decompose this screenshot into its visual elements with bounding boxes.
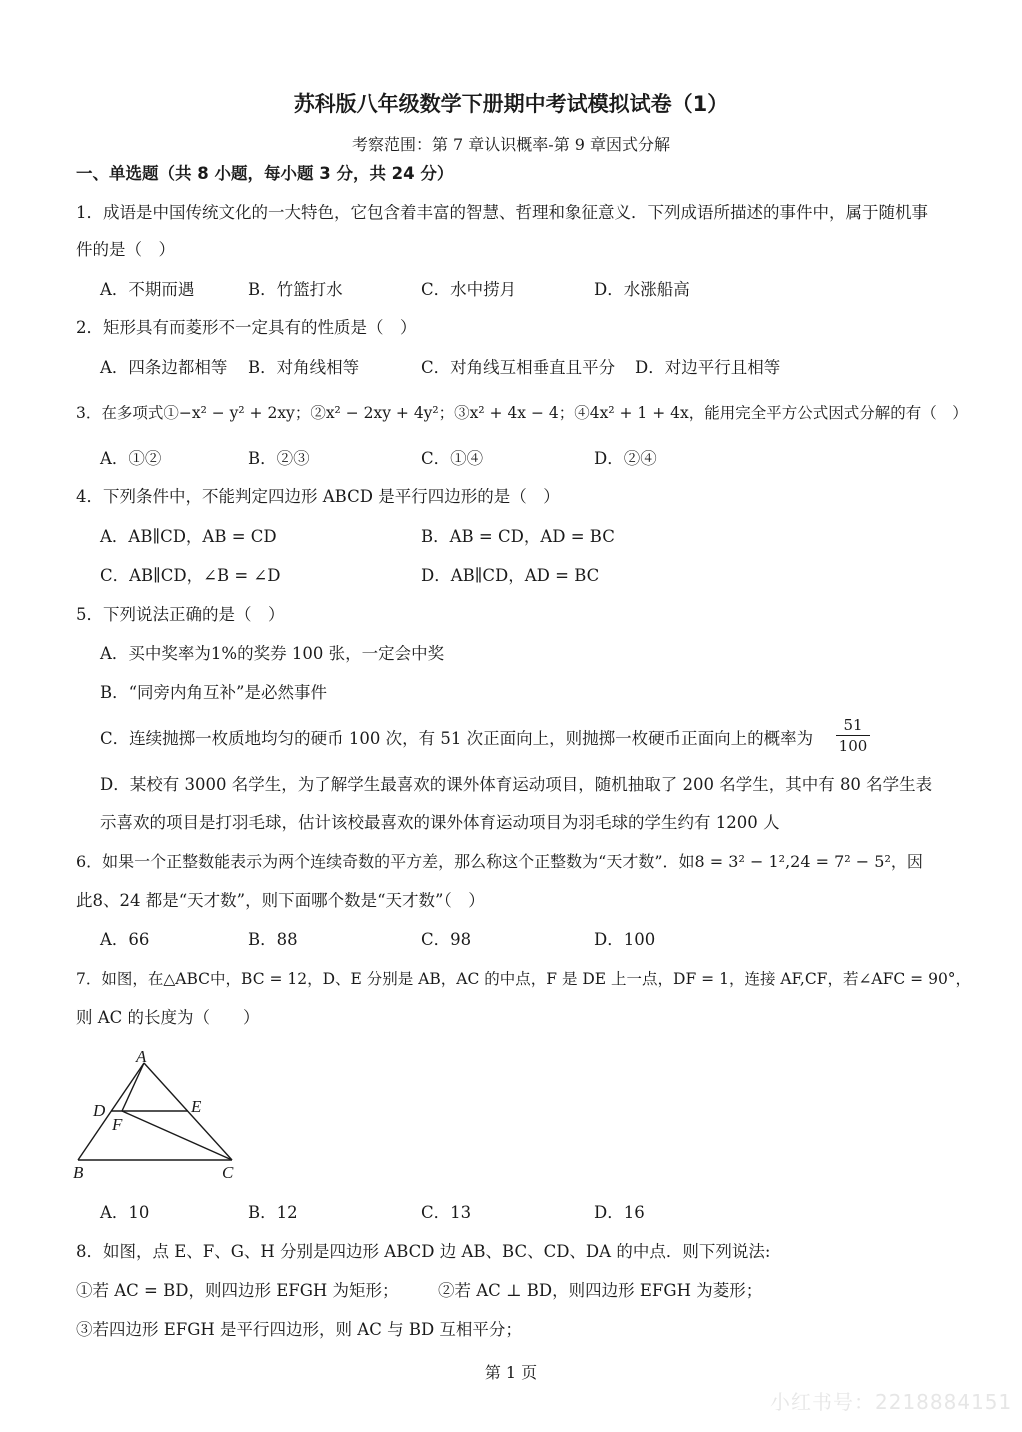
q5-option-a: A．买中奖率为1%的奖券 100 张，一定会中奖 <box>100 644 445 663</box>
q1-stem-line1: 1．成语是中国传统文化的一大特色，它包含着丰富的智慧、哲理和象征意义．下列成语所描述的事件中，属于随机事 <box>76 203 928 222</box>
section-heading: 一、单选题（共 8 小题，每小题 3 分，共 24 分） <box>76 164 454 183</box>
exam-title: 苏科版八年级数学下册期中考试模拟试卷（1） <box>293 92 729 116</box>
q1-option-a: A．不期而遇 <box>100 280 195 299</box>
q3-option-d: D．②④ <box>594 449 657 468</box>
q4-option-a: A．AB∥CD，AB = CD <box>100 527 277 546</box>
q3-option-c: C．①④ <box>421 449 484 468</box>
q3-option-b: B．②③ <box>248 449 310 468</box>
q1-stem-line2: 件的是（ ） <box>76 240 175 259</box>
q1-option-d: D．水涨船高 <box>594 280 690 299</box>
q7-option-b: B．12 <box>248 1203 298 1222</box>
q7-option-c: C．13 <box>421 1203 472 1222</box>
label-d: D <box>93 1101 106 1120</box>
q5-option-c: C．连续抛掷一枚质地均匀的硬币 100 次，有 51 次正面向上，则抛掷一枚硬币正面向上的概率为 <box>100 729 814 748</box>
page-footer: 第 1 页 <box>484 1363 538 1382</box>
q5-fraction-numerator: 51 <box>836 716 870 736</box>
q4-option-d: D．AB∥CD，AD = BC <box>421 566 600 585</box>
q8-statement-1: ①若 AC = BD，则四边形 EFGH 为矩形； <box>76 1281 399 1300</box>
q5-option-d-line2: 示喜欢的项目是打羽毛球，估计该校最喜欢的课外体育运动项目为羽毛球的学生约有 1200 人 <box>100 813 780 832</box>
q4-stem: 4．下列条件中，不能判定四边形 ABCD 是平行四边形的是（ ） <box>76 487 560 506</box>
q5-option-d-line1: D．某校有 3000 名学生，为了解学生最喜欢的课外体育运动项目，随机抽取了 200 名学生，其中有 80 名学生表 <box>100 775 933 794</box>
segment-cf <box>122 1111 232 1160</box>
label-e: E <box>191 1097 202 1116</box>
q6-stem-line2: 此8、24 都是“天才数”，则下面哪个数是“天才数”（ ） <box>76 891 485 910</box>
label-b: B <box>73 1163 84 1182</box>
q2-option-b: B．对角线相等 <box>248 358 360 377</box>
q5-fraction <box>836 716 870 755</box>
q4-option-b: B．AB = CD，AD = BC <box>421 527 615 546</box>
q2-option-c: C．对角线互相垂直且平分 <box>421 358 616 377</box>
segment-af <box>122 1063 144 1111</box>
q8-stem: 8．如图，点 E、F、G、H 分别是四边形 ABCD 边 AB、BC、CD、DA 的中点．则下列说法: <box>76 1242 771 1261</box>
label-a: A <box>136 1047 147 1066</box>
q6-option-b: B．88 <box>248 930 298 949</box>
q6-stem-line1: 6．如果一个正整数能表示为两个连续奇数的平方差，那么称这个正整数为“天才数”．如8 = 3² − 1²,24 = 7² − 5²，因 <box>76 852 923 871</box>
q5-stem: 5．下列说法正确的是（ ） <box>76 605 285 624</box>
q6-option-a: A．66 <box>100 930 150 949</box>
q1-option-c: C．水中捞月 <box>421 280 517 299</box>
q6-option-d: D．100 <box>594 930 656 949</box>
q5-option-b: B．“同旁内角互补”是必然事件 <box>100 683 327 702</box>
q5-fraction-denominator: 100 <box>838 737 868 755</box>
q2-option-d: D．对边平行且相等 <box>635 358 781 377</box>
q2-stem: 2．矩形具有而菱形不一定具有的性质是（ ） <box>76 318 417 337</box>
q8-statement-2: ②若 AC ⊥ BD，则四边形 EFGH 为菱形； <box>438 1281 763 1300</box>
q6-option-c: C．98 <box>421 930 472 949</box>
q3-stem: 3．在多项式①−x² − y² + 2xy；②x² − 2xy + 4y²；③x² + 4x − 4；④4x² + 1 + 4x，能用完全平方公式因式分解的有（ ） <box>76 404 968 422</box>
q4-option-c: C．AB∥CD，∠B = ∠D <box>100 566 281 585</box>
q7-option-d: D．16 <box>594 1203 645 1222</box>
q3-option-a: A．①② <box>100 449 162 468</box>
q7-stem-line2: 则 AC 的长度为（ ） <box>76 1008 260 1027</box>
q8-statement-3: ③若四边形 EFGH 是平行四边形，则 AC 与 BD 互相平分； <box>76 1320 522 1339</box>
triangle-figure <box>70 1040 260 1185</box>
q1-option-b: B．竹篮打水 <box>248 280 343 299</box>
q7-option-a: A．10 <box>100 1203 150 1222</box>
q2-option-a: A．四条边都相等 <box>100 358 228 377</box>
exam-scope: 考察范围：第 7 章认识概率-第 9 章因式分解 <box>351 135 671 154</box>
watermark: 小红书号：2218884151 <box>770 1390 1013 1414</box>
label-c: C <box>222 1163 234 1182</box>
q7-stem-line1: 7．如图，在△ABC中，BC = 12，D、E 分别是 AB，AC 的中点，F 是 DE 上一点，DF = 1，连接 AF,CF，若∠AFC = 90°， <box>76 970 972 988</box>
label-f: F <box>112 1115 123 1134</box>
